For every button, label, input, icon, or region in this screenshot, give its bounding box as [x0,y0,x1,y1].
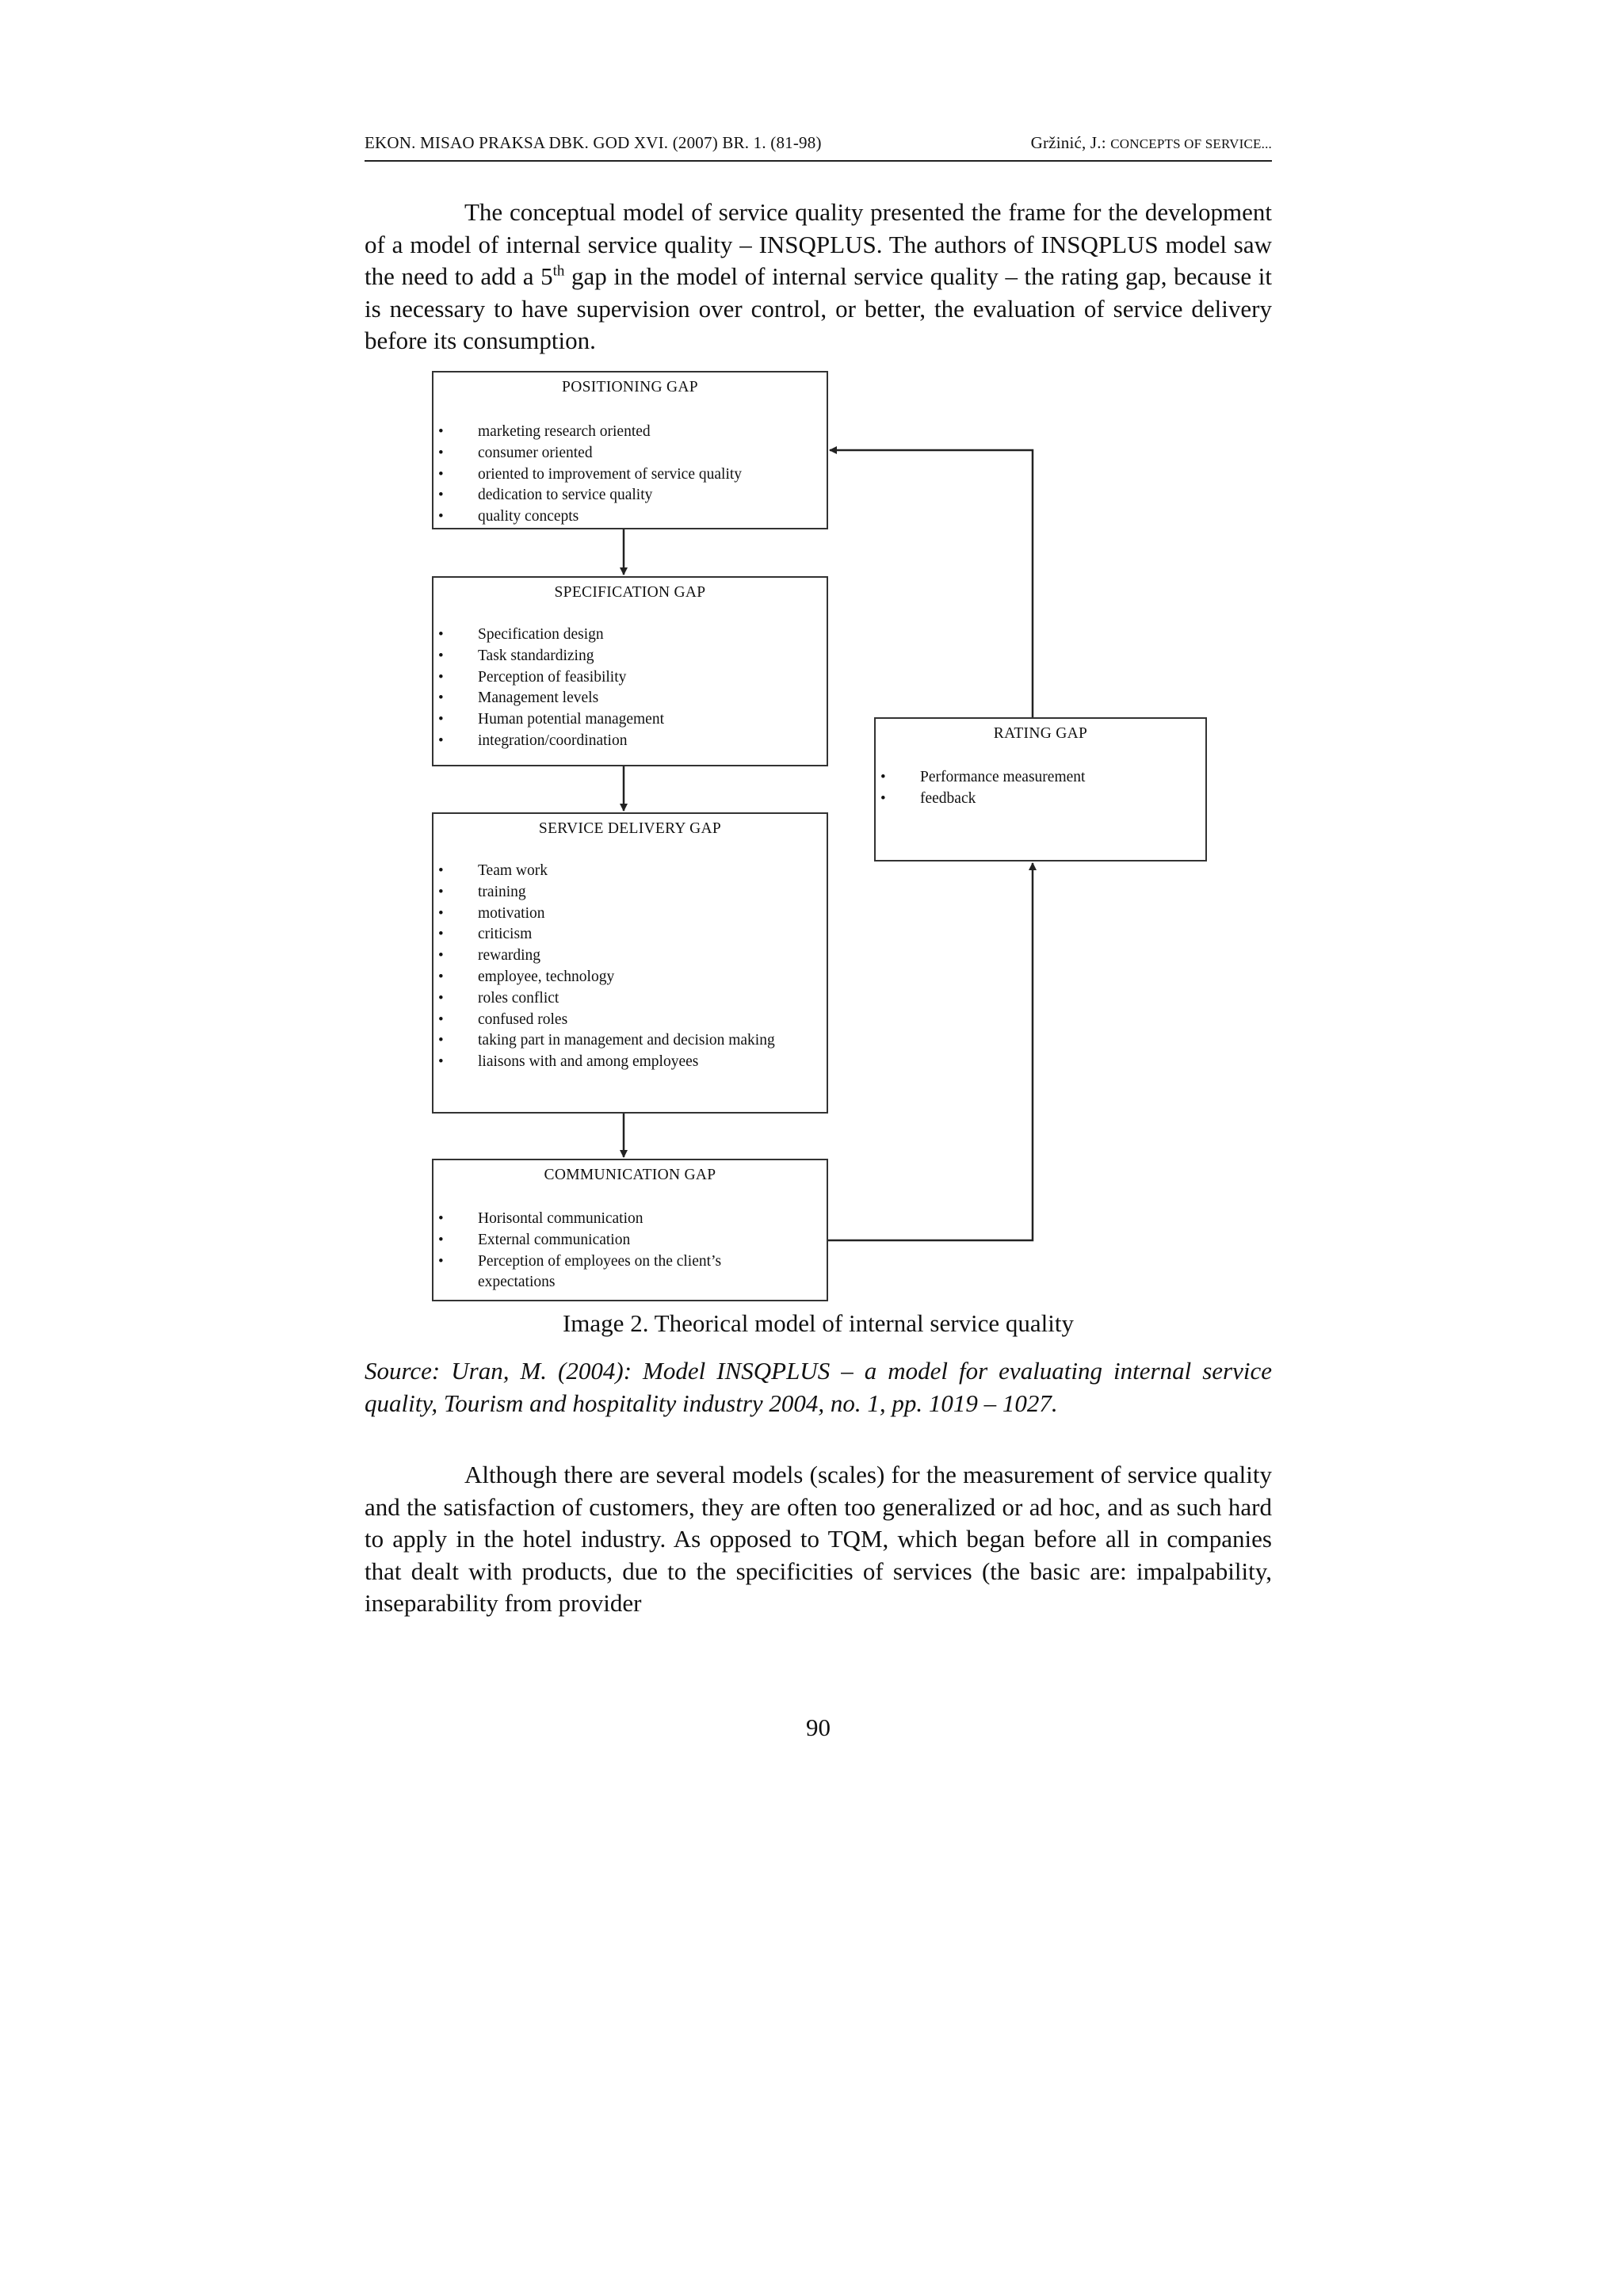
rating-gap-title: RATING GAP [993,725,1088,742]
list-item: • External communication [478,1230,795,1251]
service-delivery-gap-title: SERVICE DELIVERY GAP [538,820,722,837]
list-item: • confused roles [478,1010,795,1031]
list-item: • Horisontal communication [478,1209,795,1230]
list-item: • Performance measurement [920,767,1085,789]
intro-text-part1: The conceptual model of service quality presented the frame for the development of a model of internal service quality – INSQPLUS. The authors of INSQPLUS model saw the need to add a 5 [365,198,1272,290]
list-item: • integration/coordination [478,731,664,752]
figure-caption: Image 2. Theorical model of internal service quality [562,1309,1075,1337]
list-item: • criticism [478,924,795,946]
superscript-th: th [552,262,565,280]
intro-text-part2: gap in the model of internal service quality – the rating gap, because it is necessary to have supervision over control, or better, the evaluation of service delivery before its consumption. [365,262,1273,354]
list-item: • training [478,882,795,904]
list-item: • liaisons with and among employees [478,1052,795,1073]
list-item: • feedback [920,789,1085,810]
list-item: • roles conflict [478,988,795,1010]
arrow-communication-to-rating [828,863,1033,1240]
list-item: • employee, technology [478,967,795,988]
body-paragraph [365,1459,1272,1620]
positioning-gap-title: POSITIONING GAP [562,379,698,395]
list-item: • dedication to service quality [478,485,742,506]
list-item: • Specification design [478,625,664,646]
list-item: • quality concepts [478,506,742,528]
list-item: • taking part in management and decision making [478,1030,795,1052]
arrow-rating-to-positioning [830,450,1033,717]
list-item: • Management levels [478,688,664,709]
author-name: Gržinić, J.: [1030,133,1106,152]
short-title: CONCEPTS OF SERVICE... [1110,136,1272,151]
list-item: • rewarding [478,946,795,967]
figure-source: Source: Uran, M. (2004): Model INSQPLUS – a model for evaluating internal service quality, Tourism and hospitality industry 2004, no. 1, pp. 1019 – 1027. [365,1357,1272,1417]
list-item: • marketing research oriented [478,422,742,443]
journal-reference: EKON. MISAO PRAKSA DBK. GOD XVI. (2007) BR. 1. (81-98) [365,133,822,152]
list-item: • Perception of feasibility [478,667,664,689]
list-item: • Perception of employees on the client’s expectations [478,1251,795,1294]
list-item: • motivation [478,904,795,925]
communication-gap-title: COMMUNICATION GAP [544,1167,716,1183]
list-item: • Team work [478,861,795,882]
specification-gap-title: SPECIFICATION GAP [554,584,706,601]
page-number: 90 [806,1713,831,1741]
body-paragraph-text: Although there are several models (scales) for the measurement of service quality and the satisfaction of customers, they are often too generalized or ad hoc, and as such hard to apply in the hotel industry. As opposed to TQM, which began before all in companies that dealt with products, due to the specificities of services (the basic are: impalpability, inseparability from provider [365,1461,1272,1617]
list-item: • oriented to improvement of service quality [478,464,742,486]
list-item: • Human potential management [478,709,664,731]
list-item: • Task standardizing [478,646,664,667]
list-item: • consumer oriented [478,443,742,464]
